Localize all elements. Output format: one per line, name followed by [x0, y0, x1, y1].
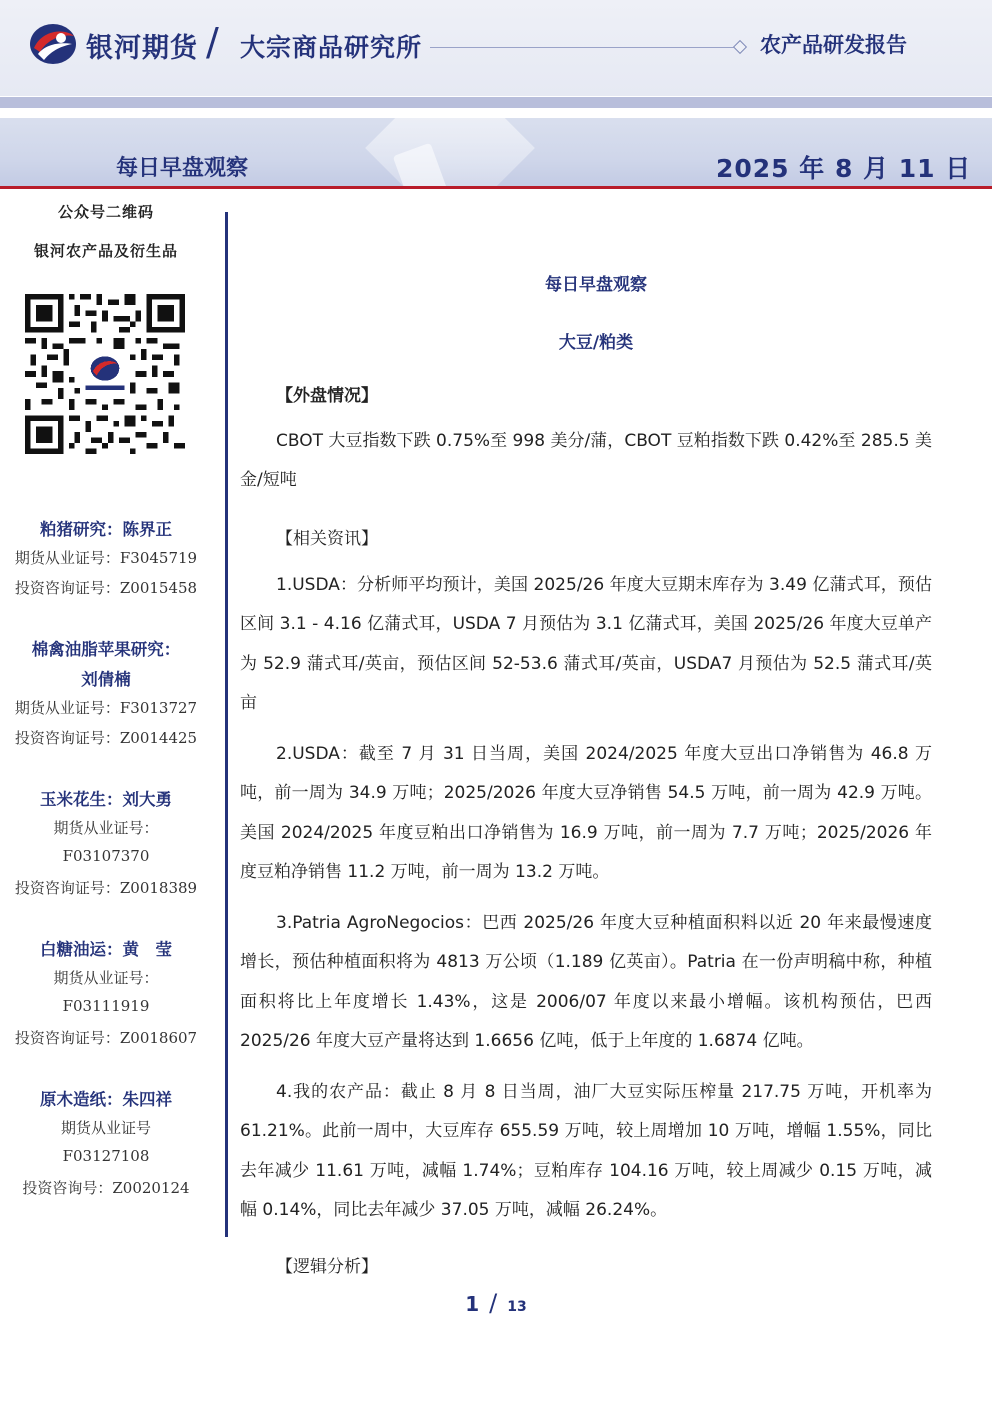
page-separator: / — [489, 1289, 498, 1317]
header-divider-line — [430, 47, 735, 48]
section-heading-news: 【相关资讯】 — [276, 529, 378, 549]
title-band-decoration — [365, 118, 535, 186]
analyst-name: 白糖油运：黄 莹 — [40, 940, 172, 959]
header-stripe-gap — [0, 108, 992, 118]
analyst-license: 投资咨询证号：Z0018389 — [14, 879, 198, 897]
analyst-name-line2: 刘倩楠 — [81, 670, 131, 689]
paragraph-external: CBOT 大豆指数下跌 0.75%至 998 美分/蒲，CBOT 豆粕指数下跌 0.42%至 285.5 美金/短吨 — [240, 431, 932, 491]
analyst-license: 投资咨询证号：Z0014425 — [14, 729, 198, 747]
analyst-name: 粕猪研究：陈界正 — [40, 520, 172, 539]
analyst-license: 期货从业证号： — [53, 819, 159, 837]
report-type: 农产品研发报告 — [760, 33, 907, 57]
analyst-license: 投资咨询号：Z0020124 — [22, 1179, 190, 1197]
analyst-license: F03127108 — [62, 1147, 150, 1165]
qr-title: 公众号二维码 — [57, 203, 154, 221]
analyst-license: F03111919 — [62, 997, 150, 1015]
main-title: 每日早盘观察 — [545, 275, 647, 295]
analyst-license: 期货从业证号： — [53, 969, 159, 987]
analyst-name: 原木造纸：朱四祥 — [40, 1090, 172, 1109]
page-total: 13 — [507, 1299, 527, 1315]
section-heading-logic: 【逻辑分析】 — [276, 1257, 378, 1277]
page-current: 1 — [465, 1292, 480, 1316]
galaxy-futures-logo-icon — [28, 22, 78, 66]
analyst-license: 期货从业证号 — [60, 1119, 151, 1137]
paragraph-news-4: 4.我的农产品：截止 8 月 8 日当周，油厂大豆实际压榨量 217.75 万吨，开机率为 61.21%。此前一周中，大豆库存 655.59 万吨，较上周增加 10 万吨，增幅 1.55%，同比去年减少 11.61 万吨，减幅 1.74%；豆粕库存 104.16 万吨，较上周减少 0.15 万吨，减幅 0.14%，同比去年减少 37.05 万吨，减幅 26.24%。 — [240, 1082, 932, 1220]
section-heading-external: 【外盘情况】 — [276, 386, 378, 406]
band-title: 每日早盘观察 — [116, 156, 249, 181]
paragraph-news-2: 2.USDA：截至 7 月 31 日当周，美国 2024/2025 年度大豆出口净销售为 46.8 万吨，前一周为 34.9 万吨；2025/2026 年度大豆净销售 54.5 万吨，前一周为 42.9 万吨。美国 2024/2025 年度豆粕出口净销售为 16.9 万吨，前一周为 7.7 万吨；2025/2026 年度豆粕净销售 11.2 万吨，前一周为 13.2 万吨。 — [240, 744, 932, 882]
red-divider — [0, 186, 992, 189]
paragraph-news-1: 1.USDA：分析师平均预计，美国 2025/26 年度大豆期末库存为 3.49 亿蒲式耳，预估区间 3.1 - 4.16 亿蒲式耳，USDA 7 月预估为 3.1 亿蒲式耳，美国 2025/26 年度大豆单产为 52.9 蒲式耳/英亩，预估区间 52-53.6 蒲式耳/英亩，USDA7 月预估为 52.5 蒲式耳/英亩 — [240, 575, 932, 713]
analyst-license: 期货从业证号：F3013727 — [14, 699, 198, 717]
page-number — [0, 1289, 992, 1317]
report-date: 2025 年 8 月 11 日 — [716, 154, 972, 183]
header-stripe — [0, 97, 992, 108]
analyst-license: F03107370 — [62, 847, 150, 865]
sidebar-divider — [225, 212, 228, 1237]
analyst-name: 玉米花生：刘大勇 — [40, 790, 172, 809]
analyst-license: 投资咨询证号：Z0018607 — [14, 1029, 198, 1047]
analyst-name: 棉禽油脂苹果研究： — [31, 640, 181, 659]
brand-name: 银河期货 — [86, 33, 198, 64]
institute-name: 大宗商品研究所 — [240, 33, 423, 62]
paragraph-news-3: 3.Patria AgroNegocios：巴西 2025/26 年度大豆种植面积料以近 20 年来最慢速度增长，预估种植面积将为 4813 万公顷（1.189 亿英亩）。Patria 在一份声明稿中称，种植面积将比上年度增长 1.43%，这是 2006/07 年度以来最小增幅。该机构预估，巴西 2025/26 年度大豆产量将达到 1.6656 亿吨，低于上年度的 1.6874 亿吨。 — [240, 913, 932, 1051]
analyst-license: 期货从业证号：F3045719 — [14, 549, 198, 567]
analyst-license: 投资咨询证号：Z0015458 — [14, 579, 198, 597]
header-slash: / — [206, 20, 219, 64]
subtitle: 大豆/粕类 — [558, 333, 634, 353]
qr-subtitle: 银河农产品及衍生品 — [33, 242, 178, 260]
qr-code-icon — [25, 294, 185, 454]
